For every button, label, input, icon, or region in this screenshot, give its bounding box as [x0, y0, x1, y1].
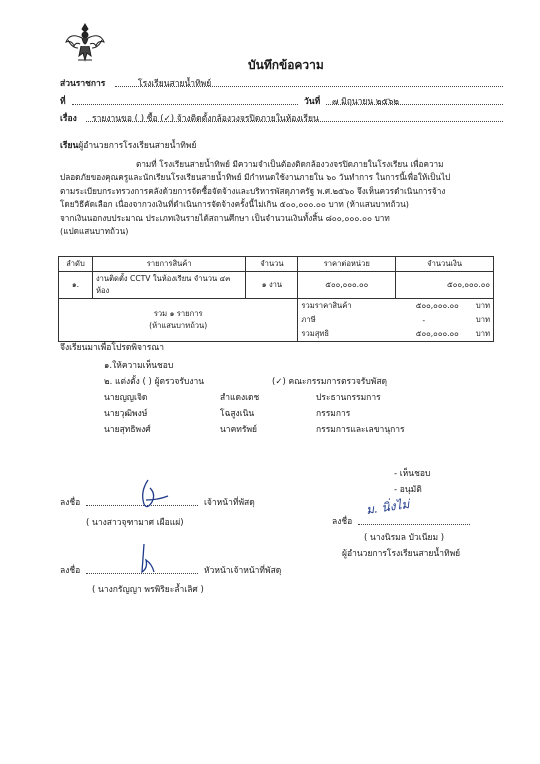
salutation-value: ผู้อำนวยการโรงเรียนสายน้ำทิพย์ [78, 141, 197, 151]
table-header-cell: จำนวนเงิน [396, 257, 494, 272]
body-line-1: ตามที่ โรงเรียนสายน้ำทิพย์ มีความจำเป็นต้องติดกล้องวงจรปิดภายในโรงเรียน เพื่อความ [136, 159, 444, 169]
table-row [59, 272, 494, 299]
approval-item-2: ๒. แต่งตั้ง ( ) ผู้ตรวจรับงาน [104, 377, 205, 387]
table-summary-row [59, 299, 494, 342]
memo-title: บันทึกข้อความ [248, 58, 324, 72]
date-label: วันที่ [304, 97, 321, 107]
head-signature-icon [132, 542, 162, 578]
officer-sign-label: ลงชื่อ [60, 498, 81, 508]
totals-unit: บาท [475, 329, 490, 338]
reference-line [72, 104, 298, 105]
table-header-cell: จำนวน [246, 257, 298, 272]
salutation-label: เรียน [60, 141, 79, 151]
table-header-cell: ราคาต่อหน่วย [298, 257, 396, 272]
date-value: ๗ มิถุนายน ๒๕๖๒ [332, 97, 399, 107]
body-line-6: (แปดแสนบาทถ้วน) [60, 226, 129, 237]
table-header-cell: รายการสินค้า [92, 257, 246, 272]
option-approve: - อนุมัติ [394, 485, 422, 495]
member-last-name: โฉสูงเนิน [220, 409, 255, 419]
items-table [58, 256, 494, 342]
table-cell: ๑. [59, 272, 93, 299]
table-cell: งานติดตั้ง CCTV ในห้องเรียน จำนวน ๔๓ ห้อง [92, 272, 246, 299]
subject-value: รายงานขอ ( ) ซื้อ (✓) จ้างติดตั้งกล้องวงจรปิดภายในห้องเรียน [92, 114, 319, 124]
member-first-name: นายสุทธิพงศ์ [104, 425, 151, 435]
director-sign-line [358, 524, 470, 525]
totals-row [298, 313, 493, 327]
salutation [60, 138, 196, 152]
member-role: กรรมการและเลขานุการ [316, 425, 405, 435]
body-line-5: จากเงินนอกงบประมาณ ประเภทเงินรายได้สถานศึกษา เป็นจำนวนเงินทั้งสิ้น ๘๐๐,๐๐๐.๐๐ บาท [60, 212, 390, 223]
table-header-row [59, 257, 494, 272]
officer-signature-icon [128, 478, 172, 512]
body-line-2: ปลอดภัยของคุณครูและนักเรียนโรงเรียนสายน้ำทิพย์ มีกำหนดใช้งานภายใน ๖๐ วันทำการ ในการนี้เพื่อให้เป็นไป [60, 172, 451, 183]
subject-line [86, 121, 503, 122]
head-name: ( นางกรัญญา พรพิริยะล้ำเลิศ ) [92, 585, 204, 595]
totals-row [298, 327, 493, 341]
table-header-cell: ลำดับ [59, 257, 93, 272]
reference-label: ที่ [60, 97, 66, 107]
member-first-name: นายญญเจิด [104, 393, 148, 403]
director-name: ( นางนิรมล บัวเนียม ) [364, 533, 445, 543]
member-last-name: นาคทรัพย์ [220, 425, 258, 435]
body-line-4: โดยวิธีคัดเลือก เนื่องจากวงเงินที่ดำเนินการจัดจ้างครั้งนี้ไม่เกิน ๕๐๐,๐๐๐.๐๐ บาท (ห้าแสนบาทถ้วน) [60, 199, 409, 210]
member-first-name: นายวุฒิพงษ์ [104, 409, 148, 419]
committee-option: (✓) คณะกรรมการตรวจรับพัสดุ [272, 377, 388, 387]
request-text: จึงเรียนมาเพื่อโปรดพิจารณา [60, 343, 165, 353]
member-role: ประธานกรรมการ [316, 393, 381, 403]
option-agree: - เห็นชอบ [394, 469, 431, 479]
totals-label: รวมราคาสินค้า [301, 301, 352, 310]
totals-value: ๕๐๐,๐๐๐.๐๐ [415, 301, 459, 310]
body-paragraph [60, 158, 502, 238]
totals-unit: บาท [475, 301, 490, 310]
totals-label: รวมสุทธิ [301, 329, 329, 338]
department-label: ส่วนราชการ [60, 79, 106, 89]
totals-value: ๕๐๐,๐๐๐.๐๐ [415, 329, 459, 338]
director-sign-label: ลงชื่อ [332, 517, 353, 527]
body-line-3: ตามระเบียบกระทรวงการคลังด้วยการจัดซื้อจัดจ้างและบริหารพัสดุภาครัฐ พ.ศ.๒๕๖๐ จึงเห็นควรดำเนินการจ้าง [60, 185, 446, 196]
totals-grid [298, 299, 493, 341]
officer-name: ( นางสาวจุฑามาศ เผือแผ่) [86, 518, 184, 528]
member-role: กรรมการ [316, 409, 351, 419]
director-role: ผู้อำนวยการโรงเรียนสายน้ำทิพย์ [342, 549, 461, 559]
member-last-name: สำแดงเดช [220, 393, 260, 403]
table-cell: ๑ งาน [246, 272, 298, 299]
department-value: โรงเรียนสายน้ำทิพย์ [138, 79, 212, 89]
totals-value: - [422, 315, 426, 325]
totals-row [298, 299, 493, 313]
subject-label: เรื่อง [60, 114, 77, 124]
totals-unit: บาท [475, 315, 490, 324]
head-sign-label: ลงชื่อ [60, 566, 81, 576]
totals-label: ภาษี [301, 315, 316, 324]
officer-role: เจ้าหน้าที่พัสดุ [204, 498, 255, 508]
summary-label: รวม ๑ รายการ [153, 309, 203, 318]
approval-item-1: ๑.ให้ความเห็นชอบ [104, 361, 174, 371]
garuda-emblem-icon [62, 20, 108, 66]
director-signature: ม. นิ่งไม่ [365, 497, 411, 517]
table-cell: ๕๐๐,๐๐๐.๐๐ [298, 272, 396, 299]
department-line [115, 86, 503, 87]
date-line [326, 104, 503, 105]
totals-cell [298, 299, 494, 342]
summary-label-cell [59, 299, 298, 342]
summary-words: (ห้าแสนบาทถ้วน) [149, 321, 208, 330]
head-role: หัวหน้าเจ้าหน้าที่พัสดุ [204, 566, 282, 576]
table-cell: ๕๐๐,๐๐๐.๐๐ [396, 272, 494, 299]
